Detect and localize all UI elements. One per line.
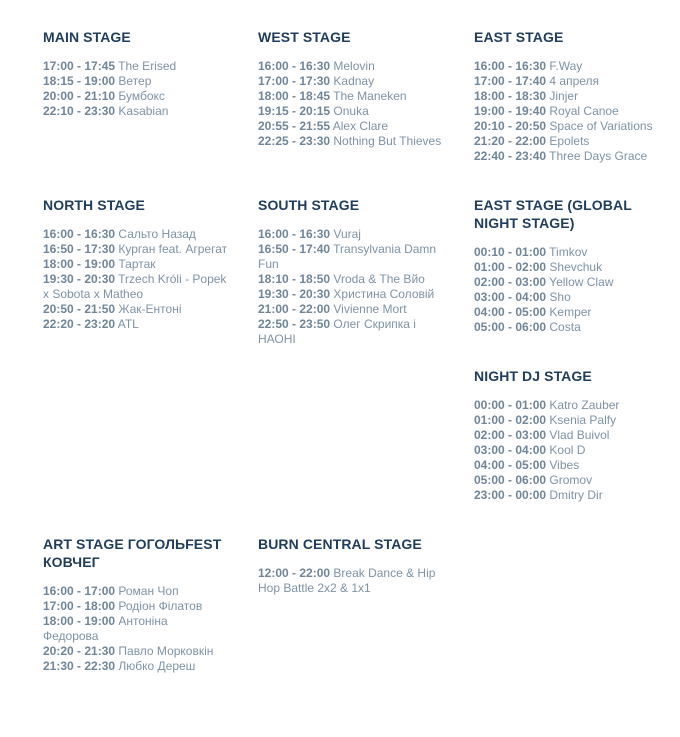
slot-time: 18:10 - 18:50 (258, 272, 331, 286)
slot-time: 16:50 - 17:30 (43, 242, 116, 256)
slot-artist: Royal Canoe (549, 104, 619, 118)
slot-time: 21:20 - 22:00 (474, 134, 547, 148)
slot-time: 04:00 - 05:00 (474, 458, 547, 472)
slot-time: 02:00 - 03:00 (474, 428, 547, 442)
schedule-slot (43, 89, 243, 104)
schedule-slot (258, 287, 448, 302)
slot-artist: Роман Чоп (118, 584, 179, 598)
slot-artist: Gromov (549, 473, 593, 487)
schedule-slot (258, 134, 458, 149)
stage-south (258, 196, 458, 347)
schedule-slot (43, 317, 228, 332)
stage-burn-central (258, 535, 458, 596)
slot-time: 16:00 - 16:30 (474, 59, 547, 73)
schedule-slot (43, 272, 228, 302)
slot-time: 19:30 - 20:30 (258, 287, 331, 301)
schedule-slot (474, 245, 644, 260)
stage-title: MAIN STAGE (43, 29, 131, 45)
schedule-slot (43, 59, 243, 74)
slot-time: 17:00 - 17:30 (258, 74, 331, 88)
slot-time: 18:00 - 18:45 (258, 89, 331, 103)
slot-time: 23:00 - 00:00 (474, 488, 547, 502)
slot-artist: ATL (117, 317, 139, 331)
stage-title: NIGHT DJ STAGE (474, 368, 592, 384)
slot-artist: Sho (549, 290, 571, 304)
schedule-list (43, 584, 223, 674)
schedule-slot (474, 89, 674, 104)
schedule-list (258, 566, 443, 596)
schedule-slot (474, 320, 644, 335)
schedule-slot (43, 599, 223, 614)
schedule-slot (258, 227, 448, 242)
slot-artist: Alex Clare (332, 119, 389, 133)
slot-time: 20:00 - 21:10 (43, 89, 116, 103)
slot-artist: F.Way (549, 59, 583, 73)
slot-time: 18:00 - 19:00 (43, 257, 116, 271)
slot-artist: Three Days Grace (549, 149, 648, 163)
slot-artist: Vibes (549, 458, 580, 472)
slot-artist: Христина Соловій (333, 287, 435, 301)
stage-title: SOUTH STAGE (258, 197, 360, 213)
schedule-slot (258, 89, 458, 104)
slot-artist: Katro Zauber (549, 398, 620, 412)
slot-artist: Nothing But Thieves (333, 134, 442, 148)
schedule-slot (474, 488, 674, 503)
slot-artist: Vlad Buivol (549, 428, 610, 442)
slot-time: 18:15 - 19:00 (43, 74, 116, 88)
schedule-slot (43, 614, 223, 644)
slot-artist: Shevchuk (549, 260, 603, 274)
slot-artist: Space of Variations (549, 119, 653, 133)
slot-time: 16:00 - 17:00 (43, 584, 116, 598)
schedule-list (474, 398, 674, 503)
schedule-slot (474, 428, 674, 443)
slot-artist: Yellow Claw (549, 275, 614, 289)
slot-time: 17:00 - 18:00 (43, 599, 116, 613)
slot-time: 22:40 - 23:40 (474, 149, 547, 163)
slot-artist: Melovin (333, 59, 375, 73)
slot-artist: Timkov (549, 245, 588, 259)
schedule-slot (474, 74, 674, 89)
schedule-slot (43, 584, 223, 599)
slot-time: 19:30 - 20:30 (43, 272, 116, 286)
slot-artist: Kasabian (118, 104, 169, 118)
schedule-slot (43, 257, 228, 272)
slot-artist: Ksenia Palfy (549, 413, 617, 427)
slot-time: 20:20 - 21:30 (43, 644, 116, 658)
schedule-slot (474, 260, 644, 275)
slot-artist: Jinjer (549, 89, 579, 103)
stage-title: NORTH STAGE (43, 197, 145, 213)
schedule-slot (474, 443, 674, 458)
stage-title: ART STAGE ГОГОЛЬFEST КОВЧЕГ (43, 536, 222, 570)
schedule-list (258, 227, 448, 347)
stage-title: BURN CENTRAL STAGE (258, 536, 422, 552)
slot-artist: Антоніна Федорова (43, 614, 168, 643)
slot-time: 03:00 - 04:00 (474, 290, 547, 304)
slot-time: 22:20 - 23:20 (43, 317, 116, 331)
slot-time: 17:00 - 17:45 (43, 59, 116, 73)
schedule-slot (43, 242, 228, 257)
slot-artist: Тартак (118, 257, 156, 271)
schedule-slot (474, 104, 674, 119)
schedule-slot (474, 305, 644, 320)
schedule-slot (474, 119, 674, 134)
slot-time: 04:00 - 05:00 (474, 305, 547, 319)
schedule-slot (258, 302, 448, 317)
slot-artist: Родіон Філатов (118, 599, 203, 613)
schedule-slot (258, 74, 458, 89)
stage-title: EAST STAGE (474, 29, 564, 45)
slot-time: 05:00 - 06:00 (474, 320, 547, 334)
slot-artist: Vroda & The Вйо (333, 272, 425, 286)
slot-time: 18:00 - 19:00 (43, 614, 116, 628)
schedule-slot (258, 272, 448, 287)
slot-artist: Onuka (333, 104, 369, 118)
slot-time: 00:10 - 01:00 (474, 245, 547, 259)
stage-north (43, 196, 243, 332)
slot-time: 21:30 - 22:30 (43, 659, 116, 673)
schedule-list (43, 227, 228, 332)
stage-west (258, 28, 458, 149)
stage-night-dj (474, 367, 674, 503)
schedule-slot (258, 59, 458, 74)
schedule-slot (258, 119, 458, 134)
slot-artist: The Maneken (333, 89, 407, 103)
schedule-slot (43, 302, 228, 317)
schedule-slot (43, 104, 243, 119)
slot-artist: Kadnay (333, 74, 375, 88)
schedule-slot (474, 134, 674, 149)
slot-artist: Павло Морковкін (118, 644, 214, 658)
slot-artist: Vivienne Mort (333, 302, 407, 316)
schedule-slot (474, 290, 644, 305)
slot-artist: Vuraj (333, 227, 361, 241)
stage-title: WEST STAGE (258, 29, 351, 45)
slot-time: 21:00 - 22:00 (258, 302, 331, 316)
slot-time: 19:15 - 20:15 (258, 104, 331, 118)
slot-artist: The Erised (118, 59, 177, 73)
slot-time: 20:10 - 20:50 (474, 119, 547, 133)
schedule-slot (474, 458, 674, 473)
slot-artist: Kool D (549, 443, 586, 457)
slot-artist: Kemper (549, 305, 592, 319)
slot-artist: Сальто Назад (118, 227, 196, 241)
stage-title: EAST STAGE (GLOBAL NIGHT STAGE) (474, 197, 632, 231)
slot-time: 01:00 - 02:00 (474, 413, 547, 427)
stage-main (43, 28, 243, 119)
schedule-slot (474, 275, 644, 290)
slot-artist: Costa (549, 320, 581, 334)
schedule-slot (43, 227, 228, 242)
slot-artist: Ветер (118, 74, 152, 88)
slot-artist: Dmitry Dir (549, 488, 603, 502)
slot-time: 19:00 - 19:40 (474, 104, 547, 118)
schedule-slot (258, 242, 448, 272)
slot-artist: Epolets (549, 134, 590, 148)
schedule-slot (474, 413, 674, 428)
slot-time: 00:00 - 01:00 (474, 398, 547, 412)
slot-time: 16:00 - 16:30 (43, 227, 116, 241)
stage-east (474, 28, 674, 164)
slot-time: 22:25 - 23:30 (258, 134, 331, 148)
slot-time: 16:00 - 16:30 (258, 59, 331, 73)
schedule-slot (43, 74, 243, 89)
slot-artist: Бумбокс (118, 89, 165, 103)
slot-artist: Transylvania Damn Fun (258, 242, 437, 271)
stage-east-global-night (474, 196, 644, 335)
slot-artist: Break Dance & Hip Hop Battle 2x2 & 1x1 (258, 566, 436, 595)
schedule-slot (258, 104, 458, 119)
schedule-list (43, 59, 243, 119)
schedule-slot (474, 59, 674, 74)
slot-artist: 4 апреля (549, 74, 600, 88)
schedule-slot (258, 566, 443, 596)
slot-time: 12:00 - 22:00 (258, 566, 331, 580)
slot-time: 16:00 - 16:30 (258, 227, 331, 241)
slot-time: 01:00 - 02:00 (474, 260, 547, 274)
slot-time: 16:50 - 17:40 (258, 242, 331, 256)
stage-art-gogolfest (43, 535, 223, 674)
schedule-slot (43, 644, 223, 659)
slot-artist: Любко Дереш (118, 659, 196, 673)
slot-time: 05:00 - 06:00 (474, 473, 547, 487)
schedule-list (474, 245, 644, 335)
schedule-slot (474, 473, 674, 488)
schedule-slot (43, 659, 223, 674)
schedule-slot (474, 398, 674, 413)
slot-time: 02:00 - 03:00 (474, 275, 547, 289)
slot-time: 20:55 - 21:55 (258, 119, 331, 133)
slot-time: 20:50 - 21:50 (43, 302, 116, 316)
schedule-slot (474, 149, 674, 164)
slot-artist: Trzech Króli - Popek x Sobota x Matheo (43, 272, 227, 301)
slot-artist: Олег Скрипка і НАОНІ (258, 317, 416, 346)
schedule-list (474, 59, 674, 164)
schedule-list (258, 59, 458, 149)
schedule-slot (258, 317, 448, 347)
slot-time: 03:00 - 04:00 (474, 443, 547, 457)
slot-time: 18:00 - 18:30 (474, 89, 547, 103)
slot-time: 22:50 - 23:50 (258, 317, 331, 331)
slot-time: 17:00 - 17:40 (474, 74, 547, 88)
slot-artist: Жак-Ентоні (118, 302, 182, 316)
slot-time: 22:10 - 23:30 (43, 104, 116, 118)
slot-artist: Курган feat. Агрегат (118, 242, 228, 256)
